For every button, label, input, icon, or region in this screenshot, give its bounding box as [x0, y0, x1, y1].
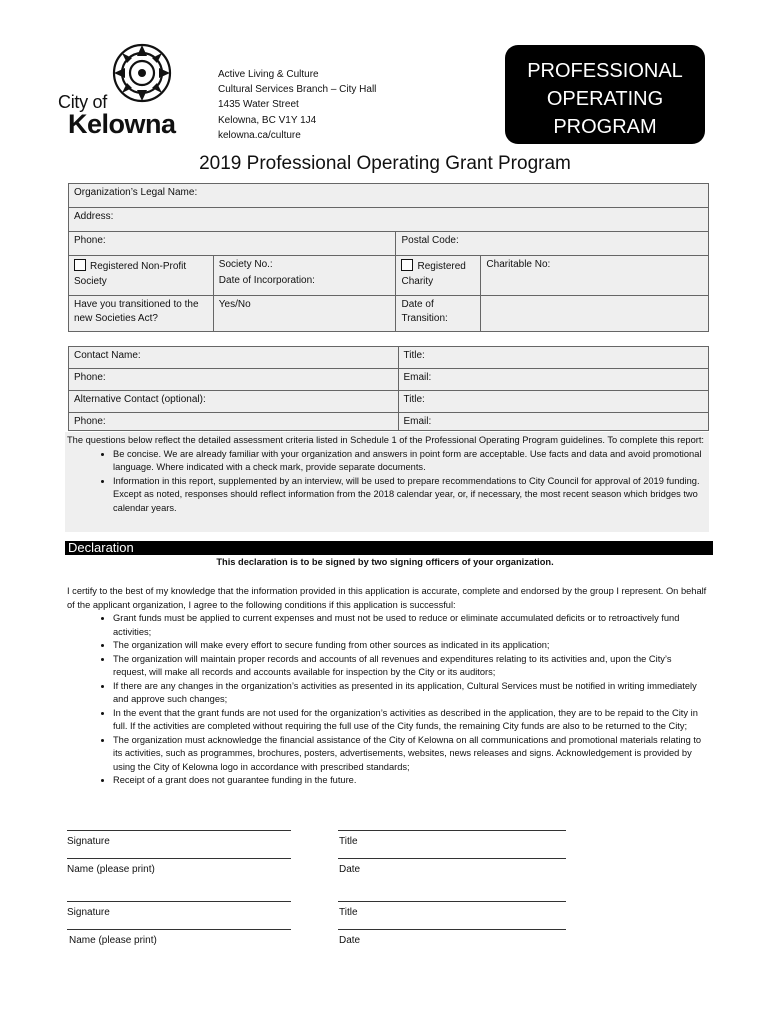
nonprofit-checkbox[interactable] [74, 259, 86, 271]
date-label-1: Date [339, 864, 361, 875]
contact-email-field[interactable]: Email: [398, 369, 709, 391]
charitable-no-field[interactable]: Charitable No: [481, 256, 709, 296]
alt-phone-field[interactable]: Phone: [69, 413, 399, 431]
program-badge-line: OPERATING [546, 88, 664, 110]
address-field[interactable]: Address: [69, 208, 709, 232]
contact-phone-field[interactable]: Phone: [69, 369, 399, 391]
condition-item: • If there are any changes in the organization’s activities as presented in its application, Cultural Services must be notified in writing immediately and approve such changes; [113, 680, 707, 707]
yes-no-field[interactable]: Yes/No [213, 296, 396, 332]
signature-line-2[interactable] [67, 901, 291, 902]
charity-checkbox[interactable] [401, 259, 413, 271]
kelowna-emblem-icon [111, 42, 173, 104]
date-label-2: Date [339, 935, 361, 946]
alt-title-field[interactable]: Title: [398, 391, 709, 413]
condition-item: • The organization will make every effort to secure funding from other sources as indicated in its application; [113, 639, 707, 653]
alt-contact-field[interactable]: Alternative Contact (optional): [69, 391, 399, 413]
signature-label-2: Signature [67, 907, 110, 918]
name-label-1: Name (please print) [67, 864, 155, 875]
intro-section [67, 434, 707, 515]
contact-form [68, 346, 709, 431]
address-line: Active Living & Culture [218, 69, 319, 80]
legal-name-field[interactable]: Organization’s Legal Name: [69, 184, 709, 208]
title-line-2[interactable] [338, 901, 566, 902]
name-line-2[interactable] [67, 929, 291, 930]
date-line-2[interactable] [338, 929, 566, 930]
registered-charity-option: Registered Charity [396, 256, 481, 296]
title-line-1[interactable] [338, 830, 566, 831]
society-details[interactable]: Society No.: Date of Incorporation: [213, 256, 396, 296]
program-badge-line: PROFESSIONAL [527, 60, 683, 82]
transitioned-question: Have you transitioned to the new Societies Act? [69, 296, 214, 332]
condition-item: • In the event that the grant funds are not used for the organization’s activities as described in the application, they are to be repaid to the City in full. If the activities are completed without requiring the full use of the City funds, the remaining City funds are also to be returned to the City; [113, 707, 707, 734]
title-label-1: Title [339, 836, 358, 847]
condition-item: • The organization must acknowledge the financial assistance of the City of Kelowna on all communications and promotional materials relating to its activities, such as programmes, brochures, posters, advertisements, websites, news releases and signs. Acknowledgement is provided by using the City of Kelowna logo in accordance with prescribed standards; [113, 734, 707, 775]
signature-label-1: Signature [67, 836, 110, 847]
address-line: 1435 Water Street [218, 99, 299, 111]
intro-text: The questions below reflect the detailed assessment criteria listed in Schedule 1 of the Professional Operating Program guidelines. To complete this report: [67, 435, 705, 445]
signature-line-1[interactable] [67, 830, 291, 831]
program-badge [505, 45, 705, 144]
name-line-1[interactable] [67, 858, 291, 859]
logo-city-of: City of [58, 92, 107, 112]
contact-name-field[interactable]: Contact Name: [69, 347, 399, 369]
logo-kelowna: Kelowna [68, 109, 176, 139]
condition-item: • Grant funds must be applied to current expenses and must not be used to reduce or eliminate accumulated deficits or to retroactively fund activities; [113, 612, 707, 639]
condition-item: • Receipt of a grant does not guarantee funding in the future. [113, 774, 707, 788]
condition-item: • The organization will maintain proper records and accounts of all revenues and expenditures relating to its activities and, upon the City’s request, will make all records and accounts available for inspection by the City or its auditors; [113, 653, 707, 680]
declaration-heading: Declaration [65, 541, 713, 555]
intro-bullet: • Be concise. We are already familiar with your organization and answers in point form are acceptable. Use facts and data and avoid promotional language. Where indicated with a check mark, provide separate documents. [113, 448, 707, 475]
transition-date-label: Date of Transition: [396, 296, 481, 332]
transition-date-field[interactable] [481, 296, 709, 332]
registered-nonprofit-option: Registered Non-Profit Society [69, 256, 214, 296]
department-address [218, 67, 376, 143]
address-website: kelowna.ca/culture [218, 129, 301, 141]
program-badge-line: PROGRAM [553, 116, 657, 138]
alt-email-field[interactable]: Email: [398, 413, 709, 431]
title-label-2: Title [339, 907, 358, 918]
address-line: Cultural Services Branch – City Hall [218, 84, 377, 96]
intro-bullet: • Information in this report, supplemented by an interview, will be used to prepare recommendations to City Council for approval of 2019 funding. Except as noted, responses should reflect information from the 2018 calendar year, or, if necessary, the most recent season which bridges two calendar years. [113, 475, 707, 516]
contact-title-field[interactable]: Title: [398, 347, 709, 369]
organization-form [68, 183, 709, 332]
postal-code-field[interactable]: Postal Code: [396, 232, 709, 256]
name-label-2: Name (please print) [69, 935, 157, 946]
page-title: 2019 Professional Operating Grant Program [199, 153, 571, 174]
date-line-1[interactable] [338, 858, 566, 859]
certify-text: I certify to the best of my knowledge that the information provided in this application is accurate, complete and endorsed by the group I represent. On behalf of the applicant organization, I agree to the following conditions if this application is successful: [67, 586, 707, 610]
city-logo [58, 42, 183, 142]
declaration-body [67, 585, 707, 788]
declaration-subheading: This declaration is to be signed by two signing officers of your organization. [216, 557, 554, 567]
address-line: Kelowna, BC V1Y 1J4 [218, 114, 317, 126]
phone-field[interactable]: Phone: [69, 232, 396, 256]
